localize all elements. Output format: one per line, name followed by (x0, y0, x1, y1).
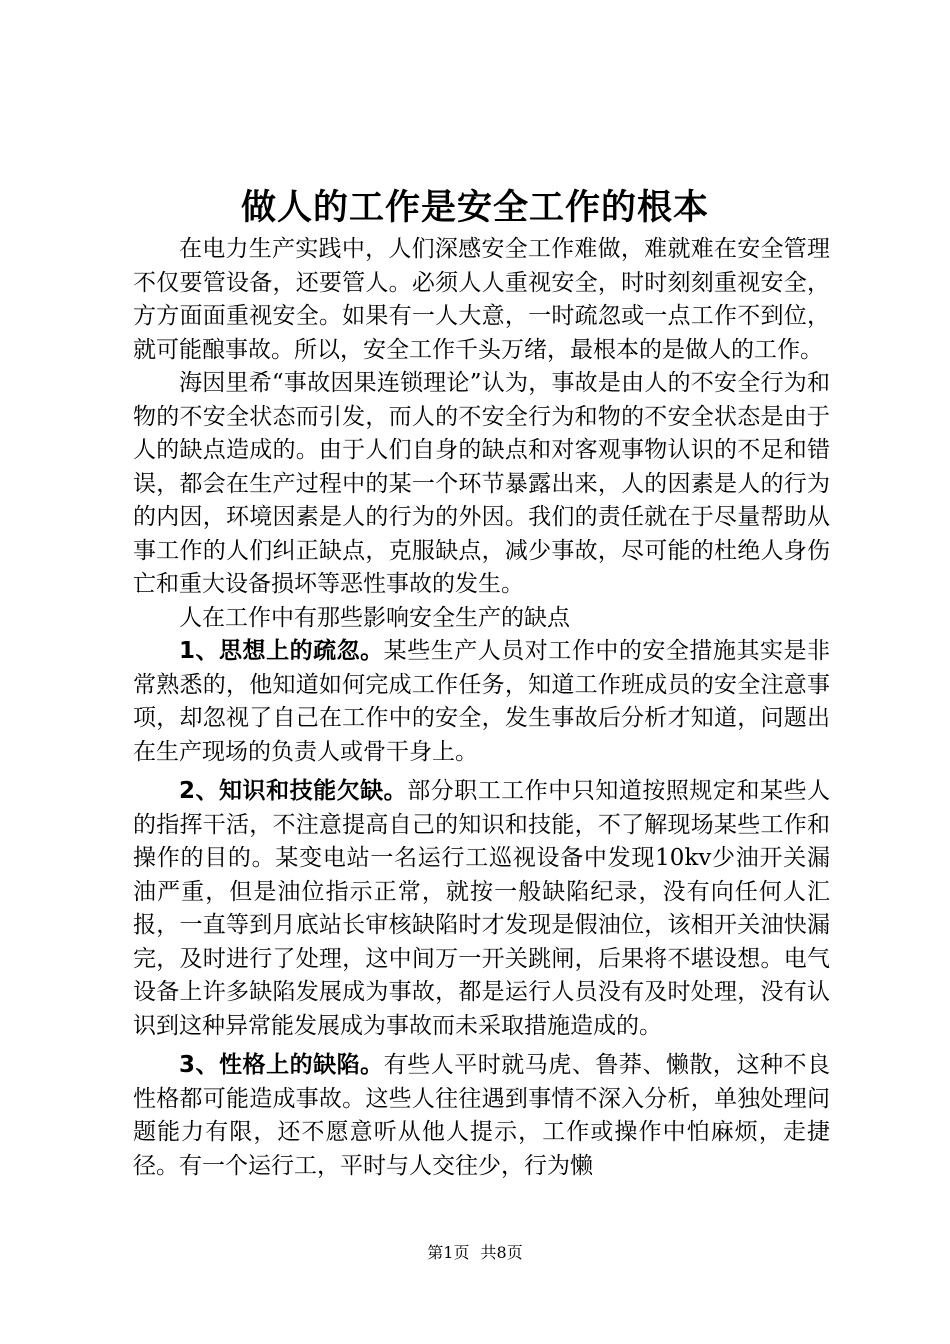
paragraph-section-heading: 人在工作中有那些影响安全生产的缺点 (179, 604, 570, 631)
page-footer (0, 1242, 950, 1264)
document-body (133, 233, 830, 1183)
item-text: 有些人平时就马虎、鲁莽、懒散，这种不良性格都可能造成事故。这些人往往遇到事情不深入分析，单独处理问题能力有限，还不愿意听从他人提示，工作或操作中怕麻烦，走捷径。有一个运行工，平时与人交往少，行为懒 (133, 1052, 830, 1179)
item-heading: 1、思想上的疏忽。 (179, 638, 384, 664)
document-title: 做人的工作是安全工作的根本 (240, 187, 709, 228)
paragraph-theory: 海因里希“事故因果连锁理论”认为，事故是由人的不安全行为和物的不安全状态而引发，而人的不安全行为和物的不安全状态是由于人的缺点造成的。由于人们自身的缺点和对客观事物认识的不足和错误，都会在生产过程中的某一个环节暴露出来，人的因素是人的行为的内因，环境因素是人的行为的外因。我们的责任就在于尽量帮助从事工作的人们纠正缺点，克服缺点，减少事故，尽可能的杜绝人身伤亡和重大设备损坏等恶性事故的发生。 (133, 370, 830, 597)
page-number: 第1页 (427, 1243, 470, 1262)
item-heading: 2、知识和技能欠缺。 (179, 778, 408, 804)
item-text: 某些生产人员对工作中的安全措施其实是非常熟悉的，他知道如何完成工作任务，知道工作班成员的安全注意事项，却忽视了自己在工作中的安全，发生事故后分析才知道，问题出在生产现场的负责人或骨干身上。 (133, 638, 830, 765)
list-item (133, 775, 830, 1043)
list-item (133, 1049, 830, 1183)
item-heading: 3、性格上的缺陷。 (179, 1052, 384, 1078)
item-text: 部分职工工作中只知道按照规定和某些人的指挥干活，不注意提高自己的知识和技能，不了解现场某些工作和操作的目的。某变电站一名运行工巡视设备中发现10kv少油开关漏油严重，但是油位指示正常，就按一般缺陷纪录，没有向任何人汇报，一直等到月底站长审核缺陷时才发现是假油位，该相开关油快漏完，及时进行了处理，这中间万一开关跳闸，后果将不堪设想。电气设备上许多缺陷发展成为事故，都是运行人员没有及时处理，没有认识到这种异常能发展成为事故而未采取措施造成的。 (133, 778, 830, 1039)
page-total: 共8页 (480, 1243, 523, 1262)
list-item (133, 635, 830, 769)
paragraph-intro: 在电力生产实践中，人们深感安全工作难做，难就难在安全管理不仅要管设备，还要管人。必须人人重视安全，时时刻刻重视安全，方方面面重视安全。如果有一人大意，一时疏忽或一点工作不到位，就可能酿事故。所以，安全工作千头万绪，最根本的是做人的工作。 (133, 236, 830, 363)
